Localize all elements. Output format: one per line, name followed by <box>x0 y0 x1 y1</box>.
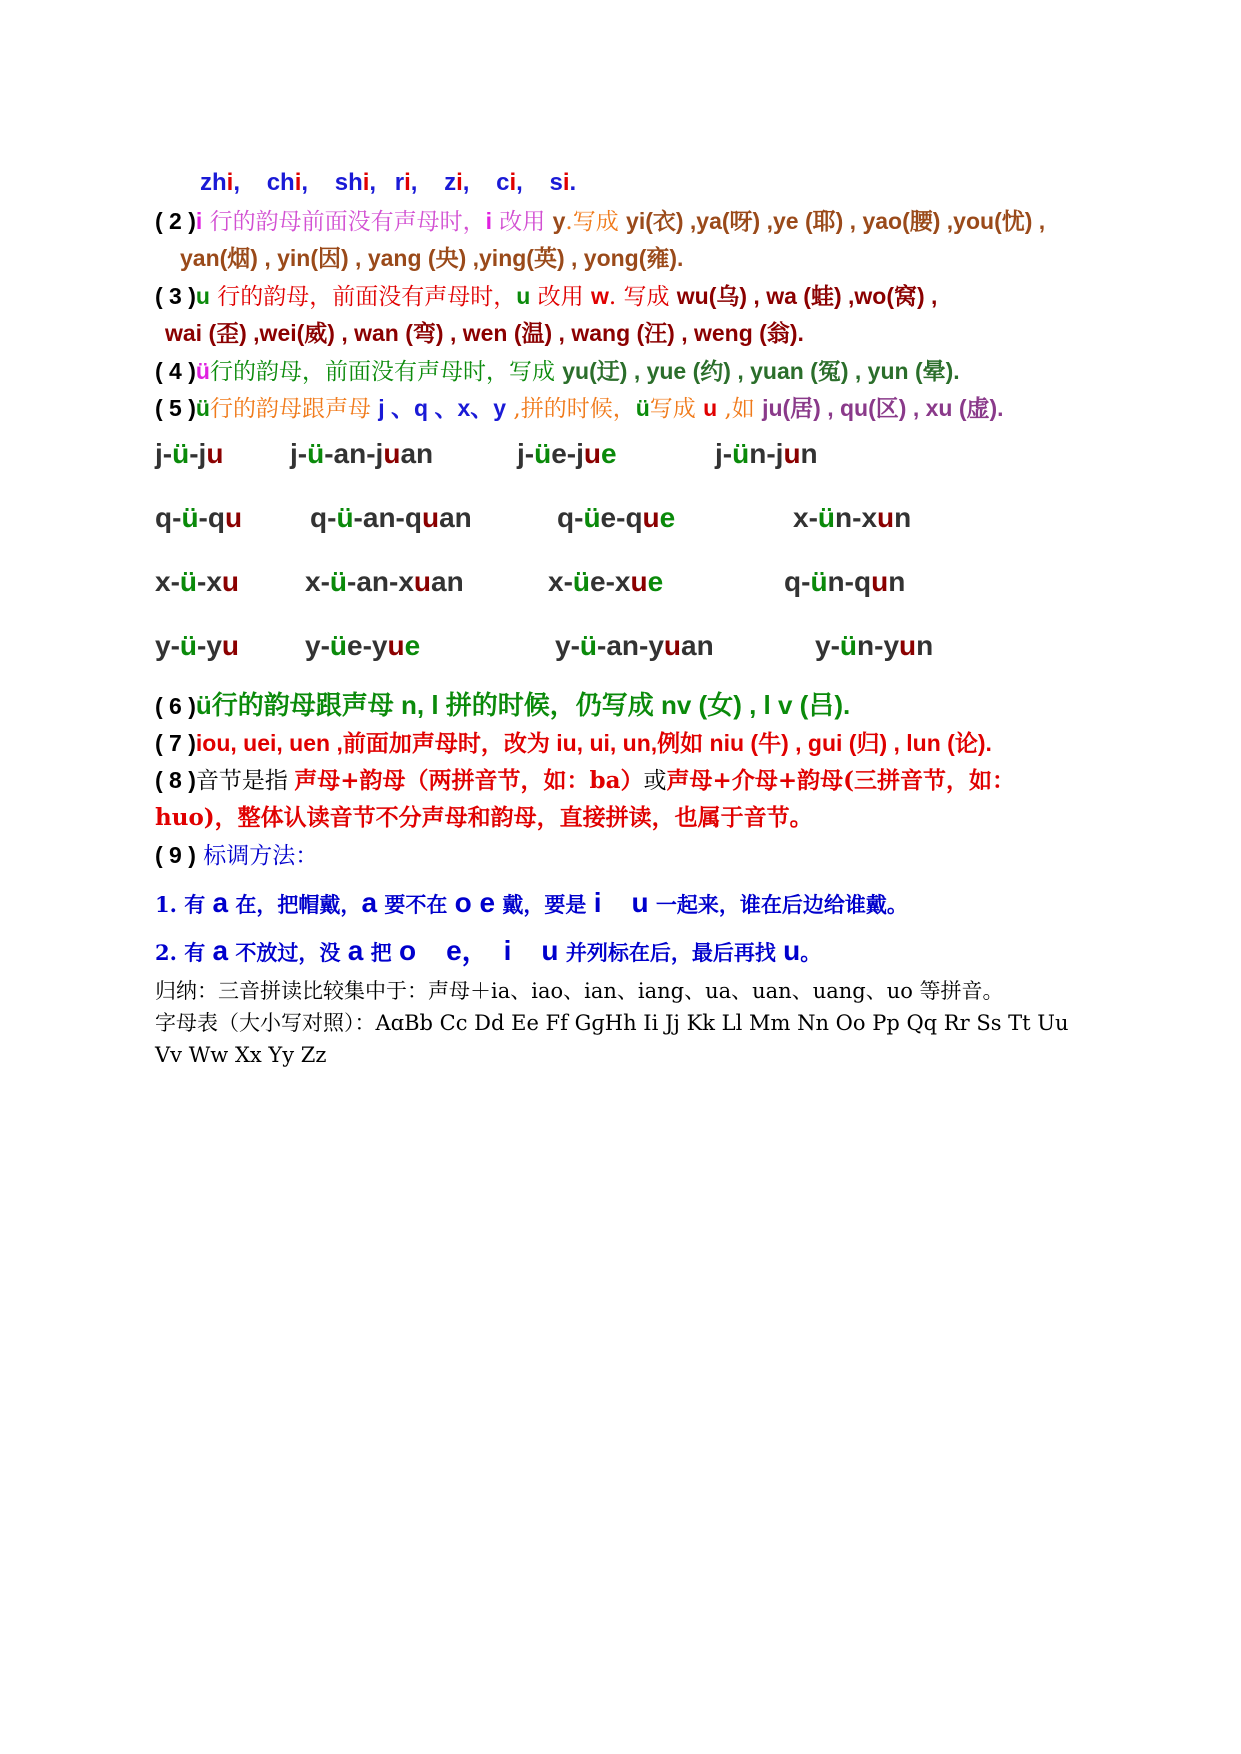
tone-rule-text: 把 <box>363 940 399 965</box>
syllable-separator: , <box>410 169 418 196</box>
tone-rule-letter: i <box>593 887 602 918</box>
syllable-initial: z <box>444 169 457 196</box>
grid-cell: q-üe-que <box>557 502 676 533</box>
rule-2-line-2: yan(烟) , yin(因) , yang (央) ,ying(英) , yong(雍). <box>180 245 684 271</box>
rule-2-letter-i-2: i <box>485 208 492 234</box>
syllable-final: i <box>456 169 463 196</box>
alphabet-line-2: Vv Ww Xx Yy Zz <box>155 1043 327 1067</box>
rule-number: ( 4 ) <box>155 358 196 384</box>
grid-cell: q-ün-qun <box>784 566 906 597</box>
rule-5-letter-u-umlaut: ü <box>195 395 210 421</box>
alphabet-line-1: 字母表（大小写对照）：AɑBb Cc Dd Ee Ff GɡHh Ii Jj Kk Ll Mm Nn Oo Pp Qq Rr Ss Tt Uu <box>155 1011 1069 1035</box>
syllable-final: i <box>294 169 302 196</box>
rule-6-line <box>155 688 850 723</box>
syllable-final: i <box>226 169 234 196</box>
rule-8-line-2: huo)，整体认读音节不分声母和韵母，直接拼读，也属于音节。 <box>155 804 813 831</box>
tone-rule-text: 戴，要是 <box>495 892 594 917</box>
rule-9-text: 标调方法： <box>195 843 319 869</box>
grid-cell: x-ü-xu <box>155 566 240 597</box>
tone-rule-text: 一起来，谁在后边给谁戴。 <box>648 892 908 917</box>
tone-rule-text: 1. 有 <box>155 892 213 917</box>
tone-rule-letter: e， <box>446 935 490 966</box>
tone-rule-letter: o <box>398 935 417 966</box>
grid-cell: x-ü-an-xuan <box>305 566 464 597</box>
grid-cell: y-üe-yue <box>305 630 421 661</box>
rule-3-letter-u: u <box>195 283 210 309</box>
syllable-separator: , <box>516 169 523 196</box>
syllable-initial: r <box>394 169 405 196</box>
rule-3-text-3: . 写成 <box>608 284 677 310</box>
rule-2-text: 行的韵母前面没有声母时， <box>202 209 486 235</box>
rule-8-text-3: 或 <box>643 767 667 793</box>
tone-rule-letter: a <box>347 935 364 966</box>
syllable-final: i <box>404 169 411 196</box>
rule-6-text: ü行的韵母跟声母 n, l 拼的时候，仍写成 nv (女) , l v (吕). <box>195 690 851 720</box>
rule-5-examples: ju(居) , qu(区) , xu (虚). <box>762 395 1004 421</box>
grid-cell: x-üe-xue <box>548 566 664 597</box>
rule-number: ( 6 ) <box>155 693 196 719</box>
rule-8-line-1 <box>155 765 1015 796</box>
tone-rule-letter: u <box>783 935 801 966</box>
tone-rule-letter: a <box>212 887 229 918</box>
rule-4-line <box>155 356 960 387</box>
rule-8-text: 音节是指 <box>195 767 295 793</box>
summary-line: 归纳：三音拼读比较集中于：声母＋ia、iao、ian、iang、ua、uan、uang、uo 等拼音。 <box>155 979 1004 1003</box>
rule-5-letter-u: u <box>703 395 718 421</box>
grid-cell: x-ün-xun <box>793 502 912 533</box>
grid-cell: q-ü-an-quan <box>310 502 472 533</box>
retroflex-syllables-line <box>200 168 576 198</box>
syllable-initial: s <box>549 169 563 196</box>
syllable-final: i <box>509 169 517 196</box>
rule-3-line-2: wai (歪) ,wei(威) , wan (弯) , wen (温) , wang (汪) , weng (翁). <box>165 320 804 346</box>
rule-3-line-1 <box>155 281 937 312</box>
rule-2-letter-y: y <box>552 208 566 234</box>
rule-5-letter-u-umlaut-2: ü <box>635 395 650 421</box>
syllable-final: i <box>562 169 570 196</box>
rule-9-line <box>155 840 318 871</box>
grid-cell: j-üe-jue <box>517 438 617 469</box>
syllable-separator: , <box>369 169 377 196</box>
syllable-separator: . <box>569 169 577 196</box>
tone-rule-letter: a <box>212 935 229 966</box>
rule-2-text-3: .写成 <box>565 209 627 235</box>
tone-rule-text: 。 <box>800 940 822 965</box>
syllable-initial: zh <box>200 169 227 196</box>
rule-5-line <box>155 393 1004 424</box>
rule-5-initials: j 、q 、x、y <box>378 395 507 421</box>
rule-8-text-2: 声母+韵母（两拼音节，如：ba） <box>294 767 644 794</box>
rule-3-letter-u-2: u <box>516 283 531 309</box>
rule-4-examples: yu(迂) , yue (约) , yuan (冤) , yun (晕). <box>562 358 960 384</box>
tone-rule-1 <box>155 888 908 920</box>
rule-number: ( 8 ) <box>155 767 196 793</box>
rule-number: ( 9 ) <box>155 842 196 868</box>
grid-cell: j-ün-jun <box>715 438 818 469</box>
rule-3-letter-w: w <box>590 283 609 309</box>
rule-number: ( 7 ) <box>155 730 196 756</box>
rule-2-examples: yi(衣) ,ya(呀) ,ye (耶) , yao(腰) ,you(忧) , <box>626 208 1046 234</box>
rule-7-text: iou, uei, uen ,前面加声母时，改为 iu, ui, un,例如 niu (牛) , gui (归) , lun (论). <box>195 730 992 756</box>
rule-number: ( 2 ) <box>155 208 196 234</box>
tone-rule-text: 2. 有 <box>155 940 213 965</box>
grid-cell: q-ü-qu <box>155 502 243 533</box>
grid-cell: j-ü-an-juan <box>290 438 434 469</box>
tone-rule-letter: u <box>631 887 649 918</box>
rule-3-text-2: 改用 <box>530 284 591 310</box>
tone-rule-letter: a <box>361 887 378 918</box>
rule-5-text: 行的韵母跟声母 <box>209 396 379 422</box>
grid-cell: y-ün-yun <box>815 630 934 661</box>
tone-rule-letter: o e <box>454 887 496 918</box>
rule-7-line <box>155 728 992 758</box>
rule-4-letter-u-umlaut: ü <box>195 358 210 384</box>
grid-cell: y-ü-yu <box>155 630 240 661</box>
syllable-final: i <box>362 169 370 196</box>
syllable-initial: c <box>496 169 510 196</box>
rule-2-letter-i: i <box>195 208 203 234</box>
rule-3-examples: wu(乌) , wa (蛙) ,wo(窝) , <box>676 283 938 309</box>
rule-3-text: 行的韵母，前面没有声母时， <box>209 284 517 310</box>
rule-4-text: 行的韵母，前面没有声母时，写成 <box>209 359 563 385</box>
syllable-initial: sh <box>334 169 363 196</box>
tone-rule-2 <box>155 936 821 968</box>
rule-number: ( 3 ) <box>155 283 196 309</box>
grid-cell: j-ü-ju <box>155 438 224 469</box>
rule-5-text-4: ,如 <box>717 396 763 422</box>
rule-2-line-1 <box>155 206 1045 237</box>
tone-rule-text: 不放过，没 <box>228 940 348 965</box>
tone-rule-text: 要不在 <box>377 892 455 917</box>
syllable-separator: , <box>233 169 241 196</box>
syllable-separator: , <box>301 169 309 196</box>
tone-rule-text: 在，把帽戴， <box>228 892 362 917</box>
grid-cell: y-ü-an-yuan <box>555 630 714 661</box>
rule-8-text-4: 声母+介母+韵母(三拼音节，如： <box>666 767 1015 794</box>
tone-rule-letter: i <box>503 935 512 966</box>
syllable-separator: , <box>462 169 470 196</box>
syllable-initial: ch <box>266 169 295 196</box>
tone-rule-text: 并列标在后，最后再找 <box>558 940 784 965</box>
rule-5-text-3: 写成 <box>649 396 704 422</box>
rule-2-text-2: 改用 <box>491 209 553 235</box>
tone-rule-letter: u <box>541 935 559 966</box>
rule-number: ( 5 ) <box>155 395 196 421</box>
rule-5-text-2: ,拼的时候， <box>506 396 636 422</box>
